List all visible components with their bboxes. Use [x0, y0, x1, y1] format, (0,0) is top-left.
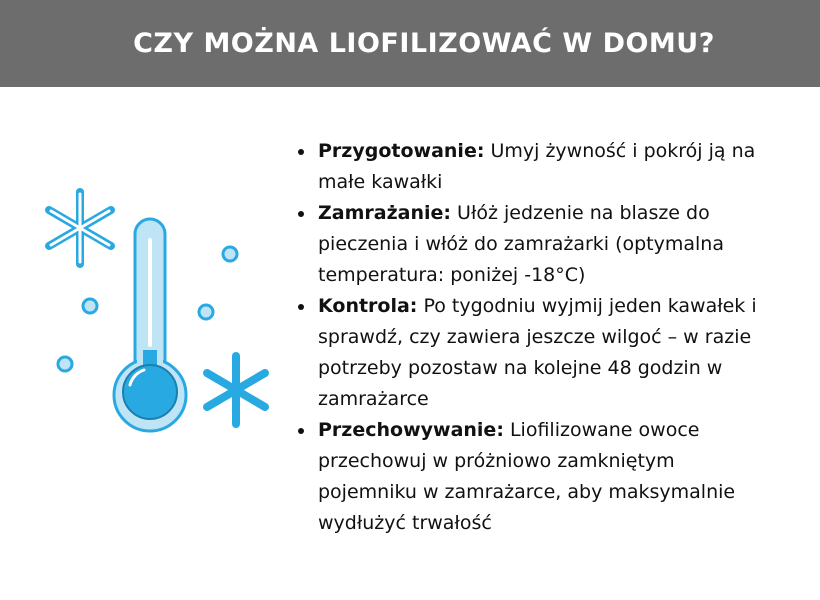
list-item-storage — [298, 415, 768, 539]
step-term: Przechowywanie: — [318, 419, 504, 441]
frozen-thermometer-illustration — [30, 180, 290, 450]
instructions-list — [298, 136, 768, 539]
list-item-freezing — [298, 198, 768, 291]
step-term: Zamrażanie: — [318, 202, 451, 224]
illustration-svg — [30, 180, 290, 450]
step-text: Ułóż jedzenie na blasze do pieczenia i włóż do zamrażarki (optymalna temperatura: poniżej -18°C) — [318, 202, 724, 286]
step-text: Umyj żywność i pokrój ją na małe kawałki — [318, 140, 756, 193]
snowflake-highlight — [51, 194, 109, 262]
step-text: Po tygodniu wyjmij jeden kawałek i sprawdź, czy zawiera jeszcze wilgoć – w razie potrzeby pozostaw na kolejne 48 godzin w zamrażarce — [318, 295, 757, 410]
step-term: Przygotowanie: — [318, 140, 485, 162]
list-item-control — [298, 291, 768, 415]
list-item-preparation — [298, 136, 768, 198]
step-text: Liofilizowane owoce przechowuj w próżniowo zamkniętym pojemniku w zamrażarce, aby maksymalnie wydłużyć trwałość — [318, 419, 736, 534]
page-title: CZY MOŻNA LIOFILIZOWAĆ W DOMU? — [133, 28, 715, 59]
step-term: Kontrola: — [318, 295, 418, 317]
thermometer-icon — [114, 219, 186, 431]
snowflake-icon — [207, 356, 265, 424]
header-bar — [0, 0, 820, 87]
